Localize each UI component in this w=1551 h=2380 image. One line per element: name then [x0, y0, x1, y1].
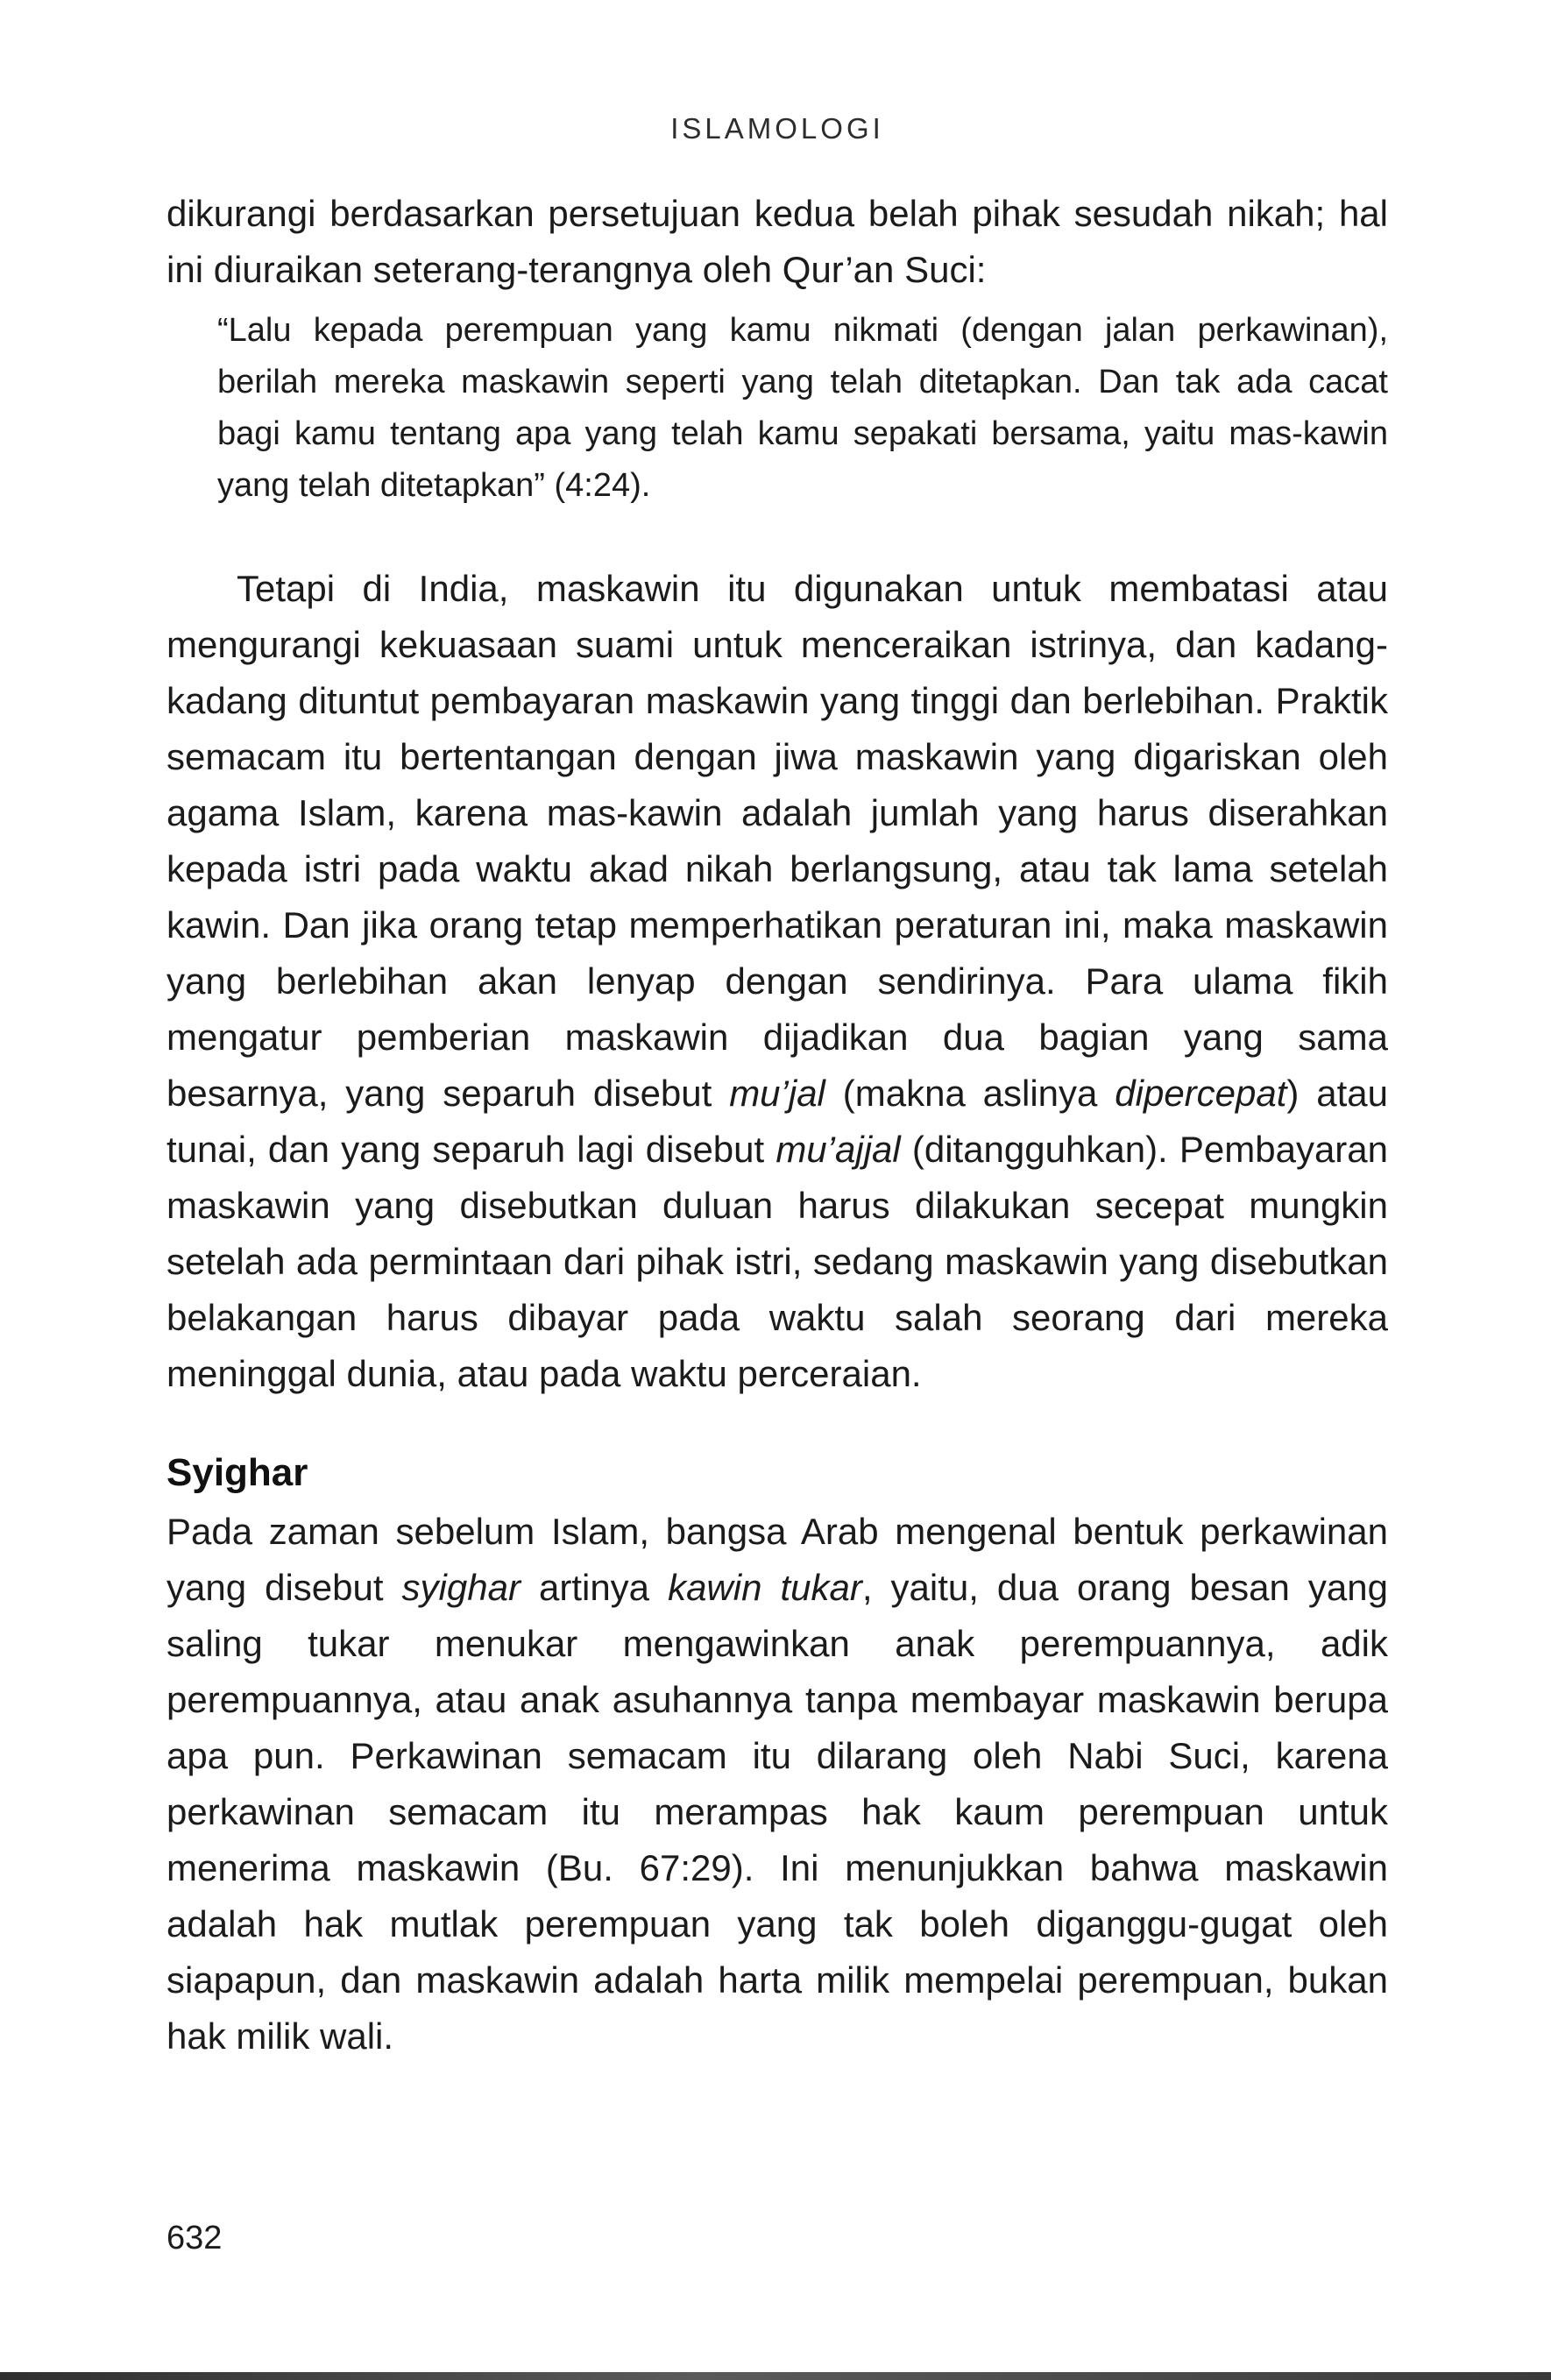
term-muajjal: mu’ajjal	[776, 1129, 901, 1170]
text-run: ) atau tunai, dan yang separuh lagi disebut	[166, 1073, 1388, 1170]
text-block	[166, 112, 1388, 2065]
running-header: ISLAMOLOGI	[670, 112, 884, 145]
term-kawin-tukar: kawin tukar	[668, 1567, 862, 1608]
term-syighar: syighar	[401, 1567, 521, 1608]
text-run: Pada zaman sebelum Islam, bangsa Arab mengenal bentuk perkawinan yang disebut	[166, 1511, 1388, 1608]
section-heading-syighar: Syighar	[166, 1451, 308, 1494]
text-run: artinya	[520, 1567, 669, 1608]
text-run: (makna aslinya	[825, 1073, 1115, 1114]
quran-quote-block: “Lalu kepada perempuan yang kamu nikmati (dengan jalan perkawinan), berilah mereka maskawin seperti yang telah ditetapkan. Dan tak ada cacat bagi kamu tentang apa yang telah kamu sepakati bersama, yaitu mas-kawin yang telah ditetapkan” (4:24).	[217, 312, 1388, 504]
text-run: , yaitu, dua orang besan yang saling tukar menukar mengawinkan anak perempuannya, adik perempuannya, atau anak asuhannya tanpa membayar maskawin berupa apa pun. Perkawinan semacam itu dilarang oleh Nabi Suci, karena perkawinan semacam itu merampas hak kaum perempuan untuk menerima maskawin (Bu. 67:29). Ini menunjukkan bahwa maskawin adalah hak mutlak perempuan yang tak boleh diganggu-gugat oleh siapapun, dan maskawin adalah harta milik mempelai perempuan, bukan hak milik wali.	[166, 1567, 1388, 2057]
text-run: (ditangguhkan). Pembayaran maskawin yang disebutkan duluan harus dilakukan secepat mungkin setelah ada permintaan dari pihak istri, sedang maskawin yang disebutkan belakangan harus dibayar pada waktu salah seorang dari mereka meninggal dunia, atau pada waktu perceraian.	[166, 1129, 1389, 1394]
paragraph-india-maskawin	[166, 561, 1388, 1402]
scan-edge-artifact	[0, 2372, 1551, 2380]
term-dipercepat: dipercepat	[1115, 1073, 1287, 1114]
page-number: 632	[166, 2220, 223, 2256]
paragraph-syighar	[166, 1504, 1388, 2065]
text-run: Tetapi di India, maskawin itu digunakan untuk membatasi atau mengurangi kekuasaan suami untuk menceraikan istrinya, dan kadang-kadang dituntut pembayaran maskawin yang tinggi dan berlebihan. Praktik semacam itu bertentangan dengan jiwa maskawin yang digariskan oleh agama Islam, karena mas-kawin adalah jumlah yang harus diserahkan kepada istri pada waktu akad nikah berlangsung, atau tak lama setelah kawin. Dan jika orang tetap memperhatikan peraturan ini, maka maskawin yang berlebihan akan lenyap dengan sendirinya. Para ulama fikih mengatur pemberian maskawin dijadikan dua bagian yang sama besarnya, yang separuh disebut	[166, 568, 1388, 1114]
paragraph-intro: dikurangi berdasarkan persetujuan kedua belah pihak sesudah nikah; hal ini diuraikan seterang-terangnya oleh Qur’an Suci:	[166, 193, 1388, 290]
term-mujal: mu’jal	[729, 1073, 825, 1114]
